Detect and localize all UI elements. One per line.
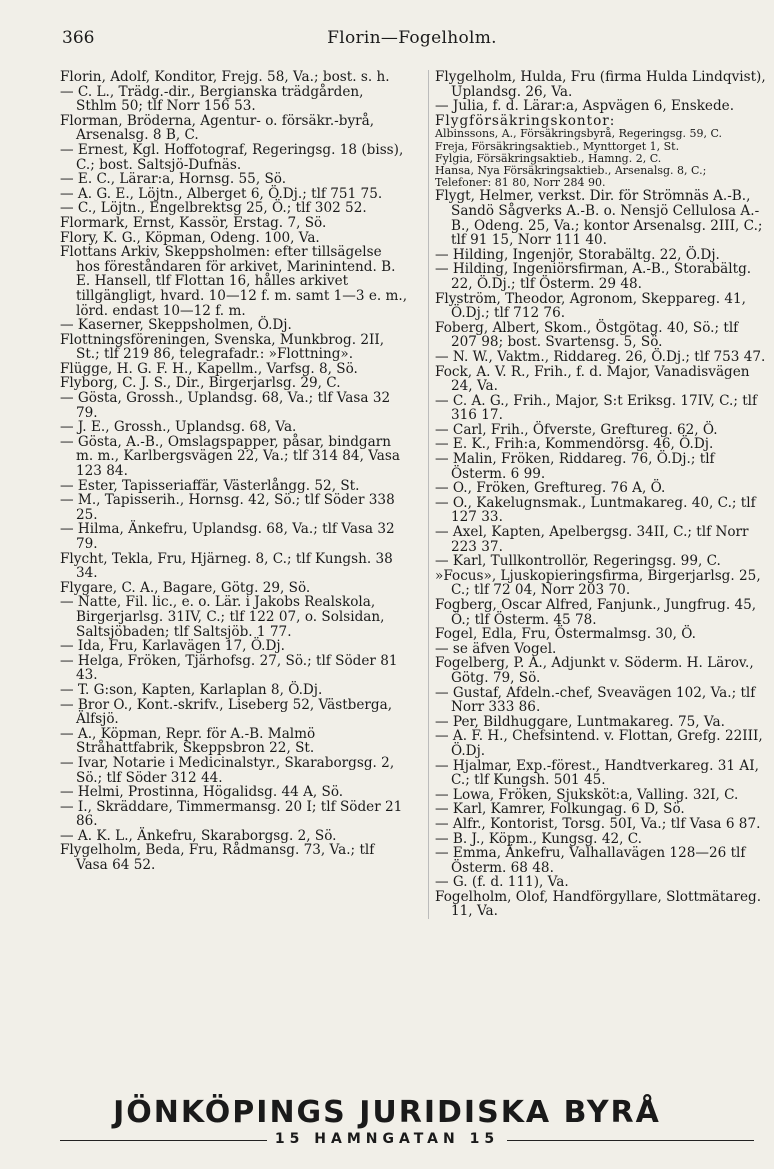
directory-entry: »Focus», Ljuskopieringsfirma, Birgerjarlsg. 25, C.; tlf 72 04, Norr 203 70. <box>435 567 761 599</box>
directory-entry: Fogelholm, Olof, Handförgyllare, Slottmätareg. 11, Va. <box>435 888 762 920</box>
directory-entry: — A. F. H., Chefsintend. v. Flottan, Grefg. 22III, Ö.Dj. <box>435 728 763 759</box>
directory-entry: — A. K. L., Änkefru, Skaraborgsg. 2, Sö. <box>60 827 337 844</box>
directory-entry: — B. J., Köpm., Kungsg. 42, C. <box>435 830 642 847</box>
advert-title <box>0 1095 774 1130</box>
directory-entry: Fogberg, Oscar Alfred, Fanjunk., Jungfrug. 45, Ö.; tlf Österm. 45 78. <box>435 597 757 628</box>
directory-entry: — Gustaf, Afdeln.-chef, Sveavägen 102, Va.; tlf Norr 333 86. <box>435 684 756 716</box>
directory-entry: — O., Fröken, Greftureg. 76 A, Ö. <box>435 480 666 497</box>
advert-address <box>0 1131 774 1147</box>
directory-entry: Flygare, C. A., Bagare, Götg. 29, Sö. <box>60 579 311 596</box>
directory-entry: — Natte, Fil. lic., e. o. Lär. i Jakobs Realskola, Birgerjarlsg. 31IV, C.; tlf 122 07, o. Solsidan, Saltsjöbaden; tlf Saltsjöb. 1 77. <box>60 594 385 640</box>
directory-entry: — M., Tapisserih., Hornsg. 42, Sö.; tlf Söder 338 25. <box>60 492 395 523</box>
directory-entry: Flügge, H. G. F. H., Kapellm., Varfsg. 8, Sö. <box>60 360 358 377</box>
directory-entry: Fogel, Edla, Fru, Östermalmsg. 30, Ö. <box>435 626 696 643</box>
directory-entry: — C., Löjtn., Engelbrektsg 25, Ö.; tlf 302 52. <box>60 200 367 217</box>
directory-entry: — Julia, f. d. Lärar:a, Aspvägen 6, Enskede. <box>435 98 735 115</box>
directory-entry: — Helmi, Prostinna, Högalidsg. 44 A, Sö. <box>60 784 344 801</box>
directory-entry: — Helga, Fröken, Tjärhofsg. 27, Sö.; tlf Söder 81 43. <box>60 652 398 684</box>
directory-entry: Flygt, Helmer, verkst. Dir. för Strömnäs A.-B., Sandö Sågverks A.-B. o. Nensjö Cellulosa A.-B., Odeng. 25, Va.; kontor Arsenalsg. 2III, C.; tlf 91 15, Norr 111 40. <box>435 188 763 249</box>
directory-entry: — Karl, Tullkontrollör, Regeringsg. 99, C. <box>435 553 721 570</box>
directory-entry: Flyström, Theodor, Agronom, Skeppareg. 41, Ö.Dj.; tlf 712 76. <box>435 290 746 322</box>
page-number: 366 <box>62 28 95 48</box>
directory-entry: — Ivar, Notarie i Medicinalstyr., Skaraborgsg. 2, Sö.; tlf Söder 312 44. <box>60 754 395 786</box>
directory-entry: — T. G:son, Kapten, Karlaplan 8, Ö.Dj. <box>60 681 323 698</box>
directory-entry: — C. A. G., Frih., Major, S:t Eriksg. 17IV, C.; tlf 316 17. <box>435 392 758 424</box>
directory-entry: Flormark, Ernst, Kassör, Erstag. 7, Sö. <box>60 214 327 231</box>
directory-entry: — Ester, Tapisseriaffär, Västerlångg. 52, St. <box>60 477 360 494</box>
directory-entry: — Ida, Fru, Karlavägen 17, Ö.Dj. <box>60 638 285 655</box>
page-header <box>62 28 762 58</box>
directory-entry: Telefoner: 81 80, Norr 284 90. <box>435 176 606 190</box>
directory-entry: Foberg, Albert, Skom., Östgötag. 40, Sö.; tlf 207 98; bost. Svartensg. 5, Sö. <box>435 319 739 351</box>
directory-entry: — Gösta, A.-B., Omslagspapper, påsar, bindgarn m. m., Karlbergsvägen 22, Va.; tlf 314 84, Vasa 123 84. <box>60 433 400 480</box>
directory-entry: — G. (f. d. 111), Va. <box>435 874 569 891</box>
directory-entry: — N. W., Vaktm., Riddareg. 26, Ö.Dj.; tlf 753 47. <box>435 348 766 365</box>
directory-entry: — O., Kakelugnsmak., Luntmakareg. 40, C.; tlf 127 33. <box>435 494 756 526</box>
advert-title-text: JÖNKÖPINGS JURIDISKA BYRÅ <box>107 1095 667 1130</box>
directory-entry: — se äfven Vogel. <box>435 640 557 657</box>
directory-entry: Fogelberg, P. A., Adjunkt v. Söderm. H. Lärov., Götg. 79, Sö. <box>435 655 754 686</box>
directory-entry: Florin, Adolf, Konditor, Frejg. 58, Va.; bost. s. h. <box>60 69 390 85</box>
directory-entry: Albinssons, A., Försäkringsbyrå, Regeringsg. 59, C. <box>435 127 723 141</box>
directory-entry: Flory, K. G., Köpman, Odeng. 100, Va. <box>60 229 320 246</box>
directory-entry: — Lowa, Fröken, Sjuksköt:a, Valling. 32I, C. <box>435 786 739 803</box>
left-column <box>60 70 408 873</box>
directory-entry: — A., Köpman, Repr. för A.-B. Malmö Stråhattfabrik, Skeppsbron 22, St. <box>60 725 316 757</box>
directory-entry: Florman, Bröderna, Agentur- o. försäkr.-byrå, Arsenalsg. 8 B, C. <box>60 112 375 144</box>
right-column <box>428 70 766 919</box>
section-heading: Flygförsäkringskontor: <box>435 112 616 129</box>
directory-entry: — Per, Bildhuggare, Luntmakareg. 75, Va. <box>435 713 725 730</box>
directory-entry: — Gösta, Grossh., Uplandsg. 68, Va.; tlf Vasa 32 79. <box>60 390 391 421</box>
directory-entry: Fylgia, Försäkringsaktieb., Hamng. 2, C. <box>435 151 662 165</box>
directory-entry: — Karl, Kamrer, Folkungag. 6 D, Sö. <box>435 801 685 818</box>
directory-entry: Hansa, Nya Försäkringsaktieb., Arsenalsg. 8, C.; <box>435 163 707 177</box>
directory-entry: Flottans Arkiv, Skeppsholmen: efter tillsägelse hos föreståndaren för arkivet, Marinintend. B. E. Hansell, tlf Flottan 16, hålles arkivet tillgängligt, hvard. 10—12 f. m. samt 1—3 e. m., lörd. endast 10—12 f. m. <box>60 244 408 319</box>
directory-entry: — E. C., Lärar:a, Hornsg. 55, Sö. <box>60 171 287 188</box>
directory-entry: — Malin, Fröken, Riddareg. 76, Ö.Dj.; tlf Österm. 6 99. <box>435 451 715 482</box>
directory-entry: — Hilding, Ingeniörsfirman, A.-B., Storabältg. 22, Ö.Dj.; tlf Österm. 29 48. <box>435 261 752 292</box>
directory-entry: Flyborg, C. J. S., Dir., Birgerjarlsg. 29, C. <box>60 375 341 392</box>
directory-entry: — E. K., Frih:a, Kommendörsg. 46, Ö.Dj. <box>435 436 714 453</box>
directory-entry: — Axel, Kapten, Apelbergsg. 34II, C.; tlf Norr 223 37. <box>435 524 749 555</box>
directory-entry: — J. E., Grossh., Uplandsg. 68, Va. <box>60 419 297 436</box>
directory-entry: — Alfr., Kontorist, Torsg. 50I, Va.; tlf Vasa 6 87. <box>435 815 761 832</box>
directory-entry: Flygelholm, Hulda, Fru (firma Hulda Lindqvist), Uplandsg. 26, Va. <box>435 69 766 100</box>
directory-entry: Flygelholm, Beda, Fru, Rådmansg. 73, Va.; tlf Vasa 64 52. <box>60 842 375 874</box>
running-head: Florin—Fogelholm. <box>327 28 497 48</box>
directory-entry: — Hilma, Änkefru, Uplandsg. 68, Va.; tlf Vasa 32 79. <box>60 521 395 552</box>
directory-entry: — Carl, Frih., Öfverste, Greftureg. 62, Ö. <box>435 421 718 438</box>
directory-entry: — Kaserner, Skeppsholmen, Ö.Dj. <box>60 317 292 334</box>
advert-address-text: 15 HAMNGATAN 15 <box>267 1131 507 1147</box>
directory-entry: — A. G. E., Löjtn., Alberget 6, Ö.Dj.; tlf 751 75. <box>60 185 383 202</box>
directory-entry: — C. L., Trädg.-dir., Bergianska trädgården, Sthlm 50; tlf Norr 156 53. <box>60 83 364 115</box>
directory-entry: — Hilding, Ingenjör, Storabältg. 22, Ö.Dj. <box>435 246 720 263</box>
directory-entry: Flottningsföreningen, Svenska, Munkbrog. 2II, St.; tlf 219 86, telegrafadr.: »Flottning». <box>60 331 385 363</box>
directory-entry: — Hjalmar, Exp.-förest., Handtverkareg. 31 AI, C.; tlf Kungsh. 501 45. <box>435 757 759 789</box>
directory-entry: Freja, Försäkringsaktieb., Mynttorget 1, St. <box>435 139 680 153</box>
directory-entry: — Bror O., Kont.-skrifv., Liseberg 52, Västberga, Älfsjö. <box>60 696 393 728</box>
directory-entry: — Ernest, Kgl. Hoffotograf, Regeringsg. 18 (biss), C.; bost. Saltsjö-Dufnäs. <box>60 141 404 173</box>
directory-entry: — I., Skräddare, Timmermansg. 20 I; tlf Söder 21 86. <box>60 798 403 830</box>
directory-entry: Flycht, Tekla, Fru, Hjärneg. 8, C.; tlf Kungsh. 38 34. <box>60 550 393 582</box>
directory-entry: — Emma, Änkefru, Valhallavägen 128—26 tlf Österm. 68 48. <box>435 845 746 876</box>
directory-entry: Fock, A. V. R., Frih., f. d. Major, Vanadisvägen 24, Va. <box>435 363 750 395</box>
